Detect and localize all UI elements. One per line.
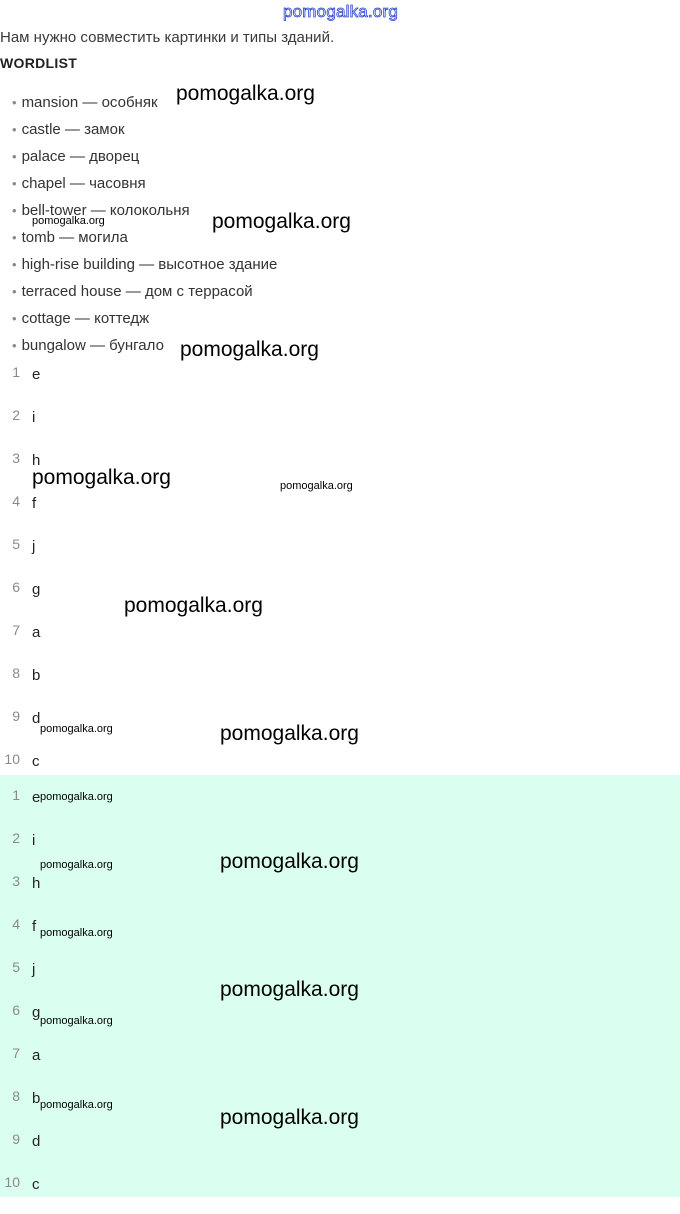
answer-letter: h (32, 452, 41, 469)
answer-letter: j (32, 538, 36, 555)
answer-letter: b (32, 667, 41, 684)
bullet-icon: • (12, 175, 17, 191)
answer-row (0, 361, 680, 404)
bullet-icon: • (12, 256, 17, 272)
watermark: pomogalka.org (220, 722, 359, 745)
answer-letter: g (32, 1004, 41, 1021)
bullet-icon: • (12, 229, 17, 245)
bullet-icon: • (12, 202, 17, 218)
answer-letter: i (32, 832, 36, 849)
watermark: pomogalka.org (212, 210, 351, 233)
answer-row (0, 870, 680, 913)
list-item (12, 279, 253, 303)
answer-row (0, 619, 680, 662)
answer-row (0, 404, 680, 447)
bullet-icon: • (12, 148, 17, 164)
answer-letter: a (32, 1047, 41, 1064)
watermark: pomogalka.org (40, 723, 113, 735)
watermark: pomogalka.org (280, 480, 353, 492)
word-text: chapel — часовня (21, 174, 146, 192)
answer-row (0, 490, 680, 533)
row-number: 2 (12, 407, 20, 423)
site-header-link[interactable]: pomogalka.org (283, 2, 399, 21)
word-text: terraced house — дом с террасой (21, 282, 253, 300)
word-text: palace — дворец (21, 147, 140, 165)
answer-letter: d (32, 710, 41, 727)
watermark: pomogalka.org (40, 927, 113, 939)
row-number: 4 (12, 493, 20, 509)
row-number: 1 (12, 787, 20, 803)
answer-letter: a (32, 624, 41, 641)
word-text: cottage — коттедж (21, 309, 150, 327)
row-number: 10 (4, 751, 20, 767)
answer-row (0, 1128, 680, 1171)
row-number: 7 (12, 622, 20, 638)
intro-text: Нам нужно совместить картинки и типы зданий. (0, 29, 335, 46)
row-number: 5 (12, 959, 20, 975)
list-item (12, 252, 277, 276)
answer-letter: f (32, 495, 37, 512)
answer-row (0, 1171, 680, 1214)
row-number: 10 (4, 1174, 20, 1190)
word-text: tomb — могила (21, 228, 128, 246)
row-number: 7 (12, 1045, 20, 1061)
watermark: pomogalka.org (220, 850, 359, 873)
watermark: pomogalka.org (220, 978, 359, 1001)
wordlist-title: WORDLIST (0, 55, 78, 71)
bullet-icon: • (12, 310, 17, 326)
word-text: castle — замок (21, 120, 125, 138)
answer-letter: e (32, 366, 41, 383)
answer-letter: h (32, 875, 41, 892)
word-text: mansion — особняк (21, 93, 158, 111)
answer-letter: j (32, 961, 36, 978)
list-item (12, 333, 164, 357)
watermark: pomogalka.org (32, 215, 105, 227)
bullet-icon: • (12, 337, 17, 353)
row-number: 1 (12, 364, 20, 380)
watermark: pomogalka.org (220, 1106, 359, 1129)
bullet-icon: • (12, 121, 17, 137)
word-text: bungalow — бунгало (21, 336, 164, 354)
list-item (12, 225, 128, 249)
list-item (12, 90, 158, 114)
row-number: 8 (12, 1088, 20, 1104)
row-number: 5 (12, 536, 20, 552)
row-number: 2 (12, 830, 20, 846)
list-item (12, 117, 125, 141)
watermark: pomogalka.org (40, 859, 113, 871)
row-number: 4 (12, 916, 20, 932)
answer-row (0, 576, 680, 619)
answer-letter: e (32, 789, 41, 806)
list-item (12, 144, 139, 168)
row-number: 3 (12, 450, 20, 466)
answer-row (0, 1042, 680, 1085)
answer-row (0, 533, 680, 576)
row-number: 6 (12, 579, 20, 595)
watermark: pomogalka.org (124, 594, 263, 617)
row-number: 8 (12, 665, 20, 681)
watermark: pomogalka.org (40, 1015, 113, 1027)
watermark: pomogalka.org (40, 791, 113, 803)
row-number: 9 (12, 708, 20, 724)
list-item (12, 306, 149, 330)
watermark: pomogalka.org (40, 1099, 113, 1111)
answer-letter: b (32, 1090, 41, 1107)
answer-letter: c (32, 1176, 40, 1193)
bullet-icon: • (12, 94, 17, 110)
answer-letter: d (32, 1133, 41, 1150)
answer-row (0, 662, 680, 705)
word-text: high-rise building — высотное здание (21, 255, 278, 273)
answer-letter: f (32, 918, 37, 935)
answer-letter: c (32, 753, 40, 770)
answer-letter: g (32, 581, 41, 598)
watermark: pomogalka.org (180, 338, 319, 361)
word-text: bell-tower — колокольня (21, 201, 190, 219)
list-item (12, 171, 146, 195)
row-number: 3 (12, 873, 20, 889)
bullet-icon: • (12, 283, 17, 299)
row-number: 6 (12, 1002, 20, 1018)
row-number: 9 (12, 1131, 20, 1147)
answer-letter: i (32, 409, 36, 426)
watermark: pomogalka.org (176, 82, 315, 105)
watermark: pomogalka.org (32, 466, 171, 489)
